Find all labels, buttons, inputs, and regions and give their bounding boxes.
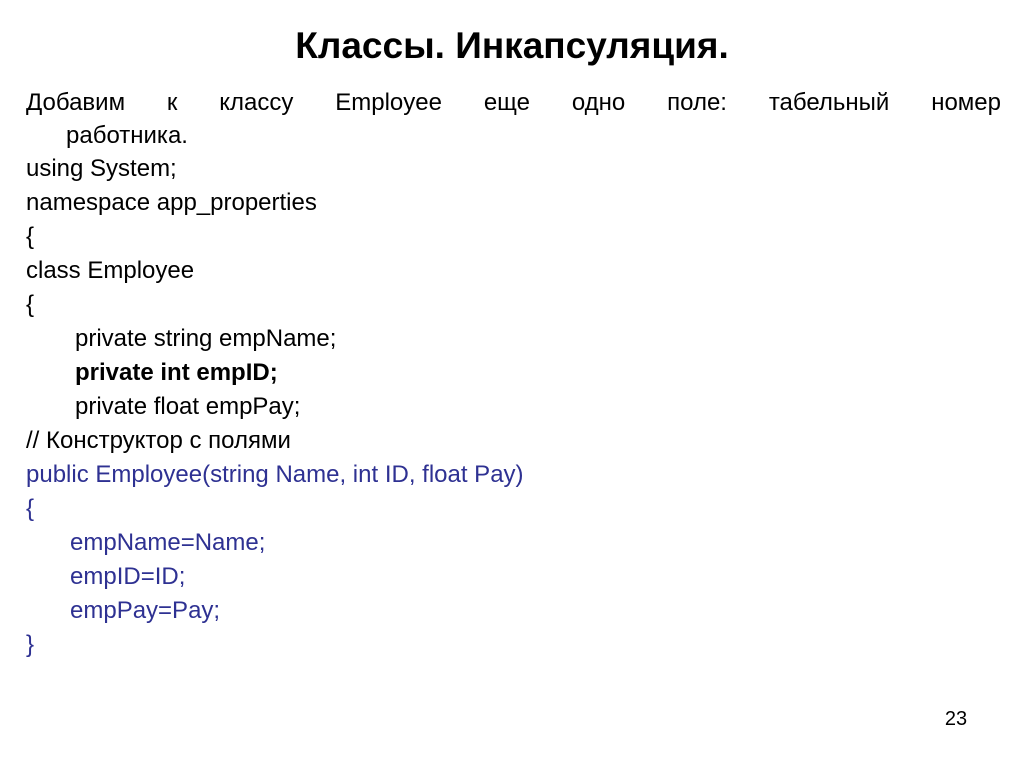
code-line-comment: // Конструктор с полями — [26, 427, 291, 454]
code-block — [26, 152, 1001, 662]
intro-text-line-2: работника. — [66, 122, 188, 149]
code-line-assign-empname: empName=Name; — [70, 529, 266, 556]
code-line-assign-empid: empID=ID; — [70, 563, 186, 590]
slide-body — [26, 86, 1001, 662]
intro-text-line-1: Добавим к классу Employee еще одно поле: табельный номер — [26, 89, 1001, 116]
page-number: 23 — [944, 708, 968, 730]
code-line-constructor-signature: public Employee(string Name, int ID, float Pay) — [26, 461, 524, 488]
code-line-assign-emppay: empPay=Pay; — [70, 597, 221, 624]
slide-title: Классы. Инкапсуляция. — [295, 25, 729, 66]
code-line-class-declaration: class Employee — [26, 257, 195, 284]
code-line-namespace: namespace app_properties — [26, 189, 317, 216]
code-line-namespace-open-brace: { — [26, 223, 35, 250]
code-line-field-empid: private int empID; — [75, 359, 278, 386]
code-line-field-empname: private string empName; — [75, 325, 337, 352]
code-line-constructor-open-brace: { — [26, 495, 35, 522]
code-line-field-emppay: private float empPay; — [75, 393, 301, 420]
code-line-constructor-close-brace: } — [26, 631, 35, 658]
code-line-class-open-brace: { — [26, 291, 35, 318]
code-line-using: using System; — [26, 155, 177, 182]
